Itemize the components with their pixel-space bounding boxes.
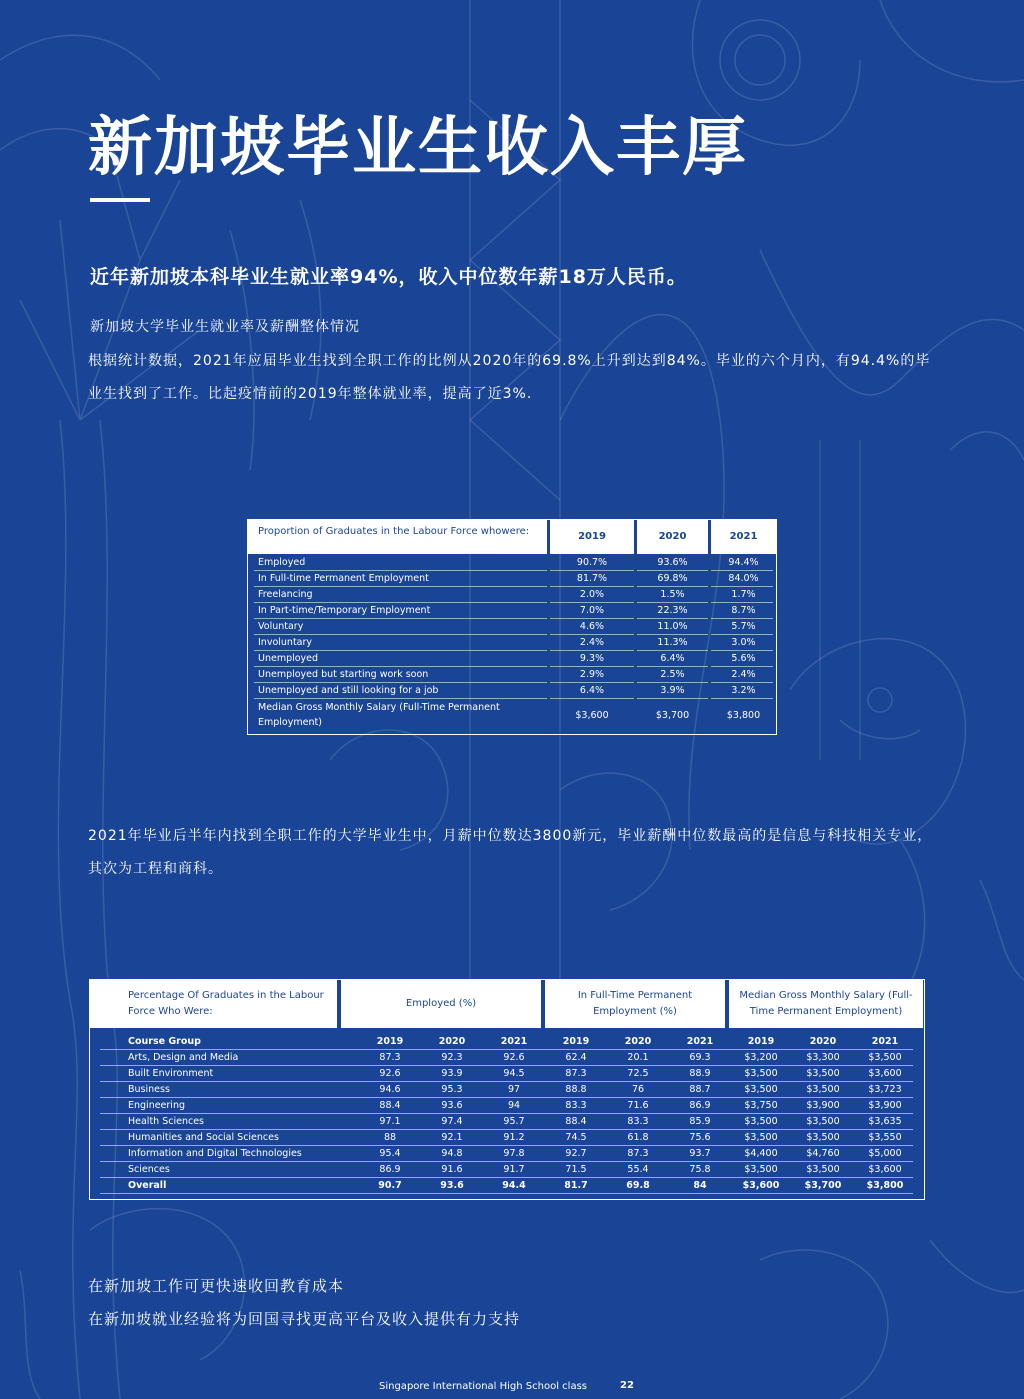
row-divider	[100, 1049, 913, 1050]
row-divider	[100, 1113, 913, 1114]
cell: $3,600	[868, 1164, 902, 1175]
cell: 94.5	[503, 1068, 525, 1079]
row-divider	[100, 1081, 913, 1082]
cell: 72.5	[627, 1068, 649, 1079]
row-divider	[254, 586, 547, 587]
closing-line-2: 在新加坡就业经验将为回国寻找更高平台及收入提供有力支持	[88, 1310, 521, 1328]
cell: 88.4	[565, 1116, 587, 1127]
row-divider	[711, 602, 773, 603]
row-divider	[254, 698, 547, 699]
row-divider	[254, 682, 547, 683]
group-header-text: Median Gross Monthly Salary (Full-Time Permanent Employment)	[739, 990, 913, 1017]
row-label: Freelancing	[258, 589, 313, 600]
cell: 62.4	[565, 1052, 587, 1063]
cell: $3,500	[806, 1164, 840, 1175]
row-divider	[254, 650, 547, 651]
row-divider	[100, 1161, 913, 1162]
row-divider	[254, 570, 547, 571]
cell: $3,900	[868, 1100, 902, 1111]
cell: 84	[693, 1180, 707, 1191]
row-label: Arts, Design and Media	[128, 1052, 239, 1063]
table-row-overall	[90, 1178, 923, 1194]
cell: 92.6	[503, 1052, 525, 1063]
cell: 76	[631, 1084, 645, 1095]
row-divider	[550, 666, 634, 667]
cell: 87.3	[565, 1068, 587, 1079]
row-divider	[637, 682, 708, 683]
table-row	[248, 619, 775, 635]
table2-group-fulltime	[545, 980, 725, 1028]
cell: 95.3	[441, 1084, 463, 1095]
cell: 75.6	[689, 1132, 711, 1143]
cell: $3,750	[744, 1100, 778, 1111]
table-row	[248, 635, 775, 651]
cell: 92.3	[441, 1052, 463, 1063]
cell: 8.7%	[731, 605, 756, 616]
cell: 97.8	[503, 1148, 525, 1159]
year-header: 2019	[562, 1036, 590, 1047]
cell: 84.0%	[728, 573, 759, 584]
row-divider	[100, 1145, 913, 1146]
course-group-label: Course Group	[128, 1036, 201, 1047]
headline: 近年新加坡本科毕业生就业率94%，收入中位数年薪18万人民币。	[90, 266, 687, 288]
row-label: Overall	[128, 1180, 167, 1191]
cell: 5.6%	[731, 653, 756, 664]
row-label: Voluntary	[258, 621, 304, 632]
cell: 94	[507, 1100, 521, 1111]
cell: 9.3%	[579, 653, 605, 664]
table1-year-2021: 2021	[711, 520, 776, 554]
row-label: Humanities and Social Sciences	[128, 1132, 279, 1143]
cell: 88.4	[379, 1100, 401, 1111]
cell: 85.9	[689, 1116, 711, 1127]
cell: 81.7	[564, 1180, 588, 1191]
cell: 6.4%	[579, 685, 605, 696]
year-header: 2019	[747, 1036, 775, 1047]
row-divider	[637, 570, 708, 571]
row-divider	[254, 666, 547, 667]
paragraph-employment: 根据统计数据，2021年应届毕业生找到全职工作的比例从2020年的69.8%上升到达到84%。毕业的六个月内，有94.4%的毕业生找到了工作。比起疫情前的2019年整体就业率，提高了近3%.	[88, 353, 931, 402]
cell: 3.2%	[731, 685, 756, 696]
subheading: 新加坡大学毕业生就业率及薪酬整体情况	[90, 319, 360, 335]
table1-year-2019: 2019	[550, 520, 634, 554]
row-divider	[550, 698, 634, 699]
cell: 83.3	[565, 1100, 587, 1111]
cell: 97.1	[379, 1116, 401, 1127]
table-row	[90, 1162, 923, 1178]
cell: 94.8	[441, 1148, 463, 1159]
page-number: 22	[620, 1380, 634, 1391]
group-header-text: Employed (%)	[405, 998, 477, 1009]
row-divider	[711, 698, 773, 699]
row-label: Sciences	[128, 1164, 170, 1175]
cell: 83.3	[627, 1116, 649, 1127]
cell: 74.5	[565, 1132, 587, 1143]
cell: $3,600	[575, 710, 609, 721]
row-label: Unemployed	[258, 653, 319, 664]
row-divider	[550, 586, 634, 587]
row-divider	[711, 650, 773, 651]
row-label: Health Sciences	[128, 1116, 204, 1127]
cell: $3,500	[744, 1132, 778, 1143]
table-row	[90, 1098, 923, 1114]
row-divider	[254, 618, 547, 619]
table-row	[90, 1130, 923, 1146]
cell: 4.6%	[579, 621, 605, 632]
row-label: Business	[128, 1084, 170, 1095]
cell: 88.7	[689, 1084, 711, 1095]
row-label: Unemployed and still looking for a job	[258, 685, 439, 696]
cell: 91.7	[503, 1164, 525, 1175]
row-label: Engineering	[128, 1100, 185, 1111]
row-label: Built Environment	[128, 1068, 214, 1079]
year-header: 2020	[438, 1036, 466, 1047]
cell: 69.3	[689, 1052, 711, 1063]
closing-line-1: 在新加坡工作可更快速收回教育成本	[88, 1277, 345, 1295]
row-divider	[100, 1129, 913, 1130]
cell: 88.9	[689, 1068, 711, 1079]
table-row	[90, 1146, 923, 1162]
cell: 94.6	[379, 1084, 401, 1095]
row-divider	[254, 602, 547, 603]
row-label: Unemployed but starting work soon	[258, 669, 429, 680]
cell: 92.7	[565, 1148, 587, 1159]
cell: $3,550	[868, 1132, 902, 1143]
table-row	[248, 667, 775, 683]
row-label: In Full-time Permanent Employment	[258, 573, 429, 584]
cell: 2.4%	[731, 669, 756, 680]
cell: $3,900	[806, 1100, 840, 1111]
cell: 69.8	[626, 1180, 650, 1191]
cell: 93.6	[440, 1180, 464, 1191]
cell: $3,635	[868, 1116, 902, 1127]
cell: 91.2	[503, 1132, 525, 1143]
row-divider	[637, 586, 708, 587]
year-header: 2021	[500, 1036, 528, 1047]
cell: 95.4	[379, 1148, 401, 1159]
table1-header-label: Proportion of Graduates in the Labour Force whowere:	[248, 520, 547, 554]
row-divider	[550, 682, 634, 683]
cell: $3,500	[744, 1116, 778, 1127]
table-row	[90, 1066, 923, 1082]
table-row	[248, 555, 775, 571]
year-header: 2020	[809, 1036, 837, 1047]
course-group-table	[89, 979, 925, 1200]
row-divider	[711, 666, 773, 667]
footer-school-name: Singapore International High School class	[379, 1381, 587, 1392]
row-divider	[711, 618, 773, 619]
cell: $3,500	[806, 1068, 840, 1079]
row-label: Employed	[258, 557, 306, 568]
cell: 2.9%	[579, 669, 605, 680]
year-header: 2021	[686, 1036, 714, 1047]
cell: $5,000	[868, 1148, 902, 1159]
table-row	[90, 1050, 923, 1066]
cell: 93.7	[689, 1148, 711, 1159]
cell: $3,700	[655, 710, 690, 721]
row-divider	[637, 650, 708, 651]
row-divider	[100, 1193, 913, 1194]
table2-group-employed	[341, 980, 541, 1028]
row-divider	[637, 666, 708, 667]
row-divider	[711, 682, 773, 683]
cell: 91.6	[441, 1164, 463, 1175]
cell: $3,700	[804, 1180, 842, 1191]
cell: $3,200	[744, 1052, 778, 1063]
table-row	[90, 1114, 923, 1130]
cell: 1.7%	[731, 589, 756, 600]
cell: $3,500	[744, 1084, 778, 1095]
table-row	[248, 651, 775, 667]
cell: 86.9	[689, 1100, 711, 1111]
row-divider	[550, 634, 634, 635]
cell: 90.7%	[576, 557, 608, 568]
cell: 55.4	[627, 1164, 649, 1175]
cell: 81.7%	[576, 573, 608, 584]
cell: 95.7	[503, 1116, 525, 1127]
cell: 87.3	[379, 1052, 401, 1063]
cell: 2.0%	[579, 589, 605, 600]
cell: 86.9	[379, 1164, 401, 1175]
row-divider	[637, 618, 708, 619]
cell: $3,500	[806, 1084, 840, 1095]
cell: $3,500	[806, 1132, 840, 1143]
title-underline	[90, 198, 150, 202]
cell: $3,600	[868, 1068, 902, 1079]
cell: 87.3	[627, 1148, 649, 1159]
paragraph-salary: 2021年毕业后半年内找到全职工作的大学毕业生中，月薪中位数达3800新元，毕业薪酬中位数最高的是信息与科技相关专业，其次为工程和商科。	[88, 828, 933, 877]
cell: 7.0%	[579, 605, 605, 616]
row-divider	[637, 602, 708, 603]
row-divider	[550, 650, 634, 651]
year-header: 2019	[376, 1036, 404, 1047]
table-row	[248, 603, 775, 619]
cell: 71.6	[627, 1100, 649, 1111]
year-header: 2020	[624, 1036, 652, 1047]
cell: 2.5%	[660, 669, 685, 680]
table2-group-salary	[729, 980, 923, 1028]
cell: 97.4	[441, 1116, 463, 1127]
cell: $4,760	[806, 1148, 840, 1159]
cell: 88.8	[565, 1084, 587, 1095]
row-divider	[711, 570, 773, 571]
row-label: Median Gross Monthly Salary (Full-Time Permanent Employment)	[258, 702, 500, 728]
group-header-text: In Full-Time Permanent Employment (%)	[577, 990, 693, 1017]
row-divider	[100, 1065, 913, 1066]
cell: 22.3%	[657, 605, 688, 616]
table-header-row	[90, 1034, 923, 1050]
cell: 71.5	[565, 1164, 587, 1175]
cell: $4,400	[744, 1148, 778, 1159]
page-title: 新加坡毕业生收入丰厚	[88, 111, 748, 185]
cell: $3,600	[742, 1180, 780, 1191]
table-row	[90, 1082, 923, 1098]
cell: 3.9%	[660, 685, 685, 696]
table2-header-text: Percentage Of Graduates in the Labour Force Who Were:	[128, 990, 324, 1017]
row-divider	[637, 698, 708, 699]
cell: 93.6%	[657, 557, 688, 568]
cell: 90.7	[378, 1180, 402, 1191]
year-header: 2021	[871, 1036, 899, 1047]
cell: 92.1	[441, 1132, 463, 1143]
cell: 11.3%	[657, 637, 688, 648]
cell: 88	[383, 1132, 397, 1143]
table-row-salary	[248, 700, 775, 732]
cell: $3,500	[806, 1116, 840, 1127]
table1-year-2020: 2020	[637, 520, 708, 554]
cell: 5.7%	[731, 621, 756, 632]
row-divider	[100, 1097, 913, 1098]
cell: 92.6	[379, 1068, 401, 1079]
table-row	[248, 683, 775, 699]
row-divider	[100, 1177, 913, 1178]
cell: 6.4%	[660, 653, 685, 664]
cell: 11.0%	[657, 621, 688, 632]
row-divider	[550, 618, 634, 619]
row-label: In Part-time/Temporary Employment	[258, 605, 431, 616]
cell: 93.9	[441, 1068, 463, 1079]
cell: $3,723	[868, 1084, 902, 1095]
cell: $3,500	[744, 1068, 778, 1079]
cell: 3.0%	[731, 637, 756, 648]
row-divider	[254, 634, 547, 635]
cell: 94.4	[502, 1180, 526, 1191]
row-label: Involuntary	[258, 637, 313, 648]
cell: $3,500	[744, 1164, 778, 1175]
cell: 75.8	[689, 1164, 711, 1175]
row-divider	[550, 570, 634, 571]
cell: 97	[507, 1084, 521, 1095]
cell: 20.1	[627, 1052, 649, 1063]
row-divider	[711, 634, 773, 635]
cell: 2.4%	[579, 637, 605, 648]
table-row	[248, 587, 775, 603]
row-label: Information and Digital Technologies	[128, 1148, 302, 1159]
cell: 94.4%	[728, 557, 759, 568]
cell: $3,800	[866, 1180, 904, 1191]
cell: 93.6	[441, 1100, 463, 1111]
table2-header-label	[90, 980, 337, 1028]
cell: 69.8%	[657, 573, 688, 584]
cell: 61.8	[627, 1132, 649, 1143]
cell: 1.5%	[660, 589, 685, 600]
labour-force-table	[247, 519, 777, 735]
row-divider	[550, 602, 634, 603]
table-row	[248, 571, 775, 587]
row-divider	[711, 586, 773, 587]
cell: $3,500	[868, 1052, 902, 1063]
row-divider	[637, 634, 708, 635]
cell: $3,800	[726, 710, 761, 721]
cell: $3,300	[806, 1052, 840, 1063]
